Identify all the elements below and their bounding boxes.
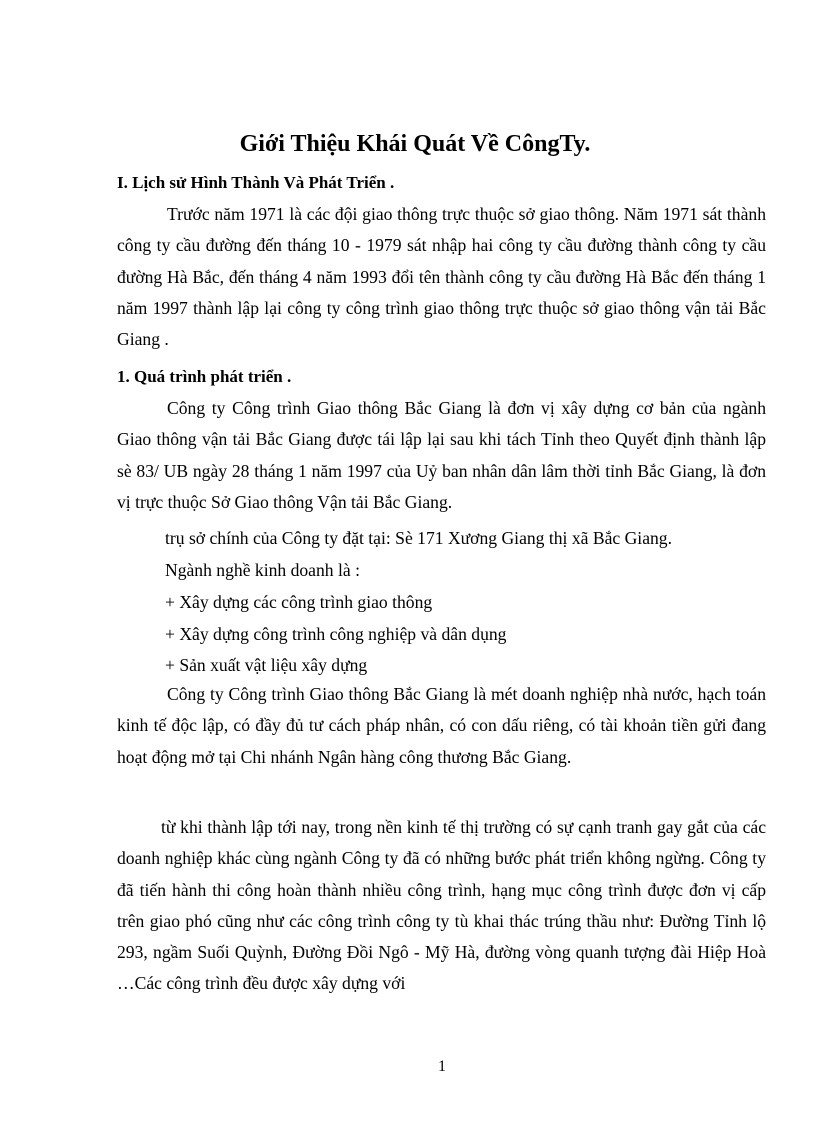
- business-item: + Sản xuất vật liệu xây dựng: [165, 655, 368, 675]
- business-item: + Xây dựng công trình công nghiệp và dân dụng: [165, 624, 507, 644]
- paragraph-legal-status: Công ty Công trình Giao thông Bắc Giang là mét doanh nghiệp nhà nước, hạch toán kinh tế độc lập, có đầy đủ tư cách pháp nhân, có con dấu riêng, có tài khoản tiền gửi đang hoạt động mở tại Chi nhánh Ngân hàng công thương Bắc Giang.: [117, 684, 766, 767]
- paragraph-development: từ khi thành lập tới nay, trong nền kinh tế thị trường có sự cạnh tranh gay gắt của các doanh nghiệp khác cùng ngành Công ty đã có những bước phát triển không ngừng. Công ty đã tiến hành thi công hoàn thành nhiều công trình, hạng mục công trình được đơn vị cấp trên giao phó cũng như các công trình công ty tù khai thác trúng thầu như: Đường Tỉnh lộ 293, ngầm Suối Quỳnh, Đường Đồi Ngô - Mỹ Hà, đường vòng quanh tượng đài Hiệp Hoà …Các công trình đều được xây dựng với: [117, 817, 766, 994]
- business-item: + Xây dựng các công trình giao thông: [165, 592, 433, 612]
- page-number: 1: [438, 1058, 446, 1075]
- paragraph-company-intro: Công ty Công trình Giao thông Bắc Giang là đơn vị xây dựng cơ bản của ngành Giao thông vận tải Bắc Giang được tái lập lại sau khi tách Tỉnh theo Quyết định thành lập sè 83/ UB ngày 28 tháng 1 năm 1997 của Uỷ ban nhân dân lâm thời tỉnh Bắc Giang, là đơn vị trực thuộc Sở Giao thông Vận tải Bắc Giang.: [117, 398, 766, 512]
- headquarters-line: trụ sở chính của Công ty đặt tại: Sè 171 Xương Giang thị xã Bắc Giang.: [165, 528, 672, 548]
- section-heading: I. Lịch sử Hình Thành Và Phát Triển .: [117, 173, 395, 192]
- subsection-heading: 1. Quá trình phát triển .: [117, 367, 292, 386]
- paragraph-history: Trước năm 1971 là các đội giao thông trực thuộc sở giao thông. Năm 1971 sát thành công ty cầu đường đến tháng 10 - 1979 sát nhập hai công ty cầu đường thành công ty cầu đường Hà Bắc, đến tháng 4 năm 1993 đổi tên thành công ty cầu đường Hà Bắc đến tháng 1 năm 1997 thành lập lại công ty công trình giao thông trực thuộc sở giao thông vận tải Bắc Giang .: [117, 204, 766, 350]
- document-title: Giới Thiệu Khái Quát Về CôngTy.: [239, 131, 591, 157]
- business-intro: Ngành nghề kinh doanh là :: [165, 560, 360, 580]
